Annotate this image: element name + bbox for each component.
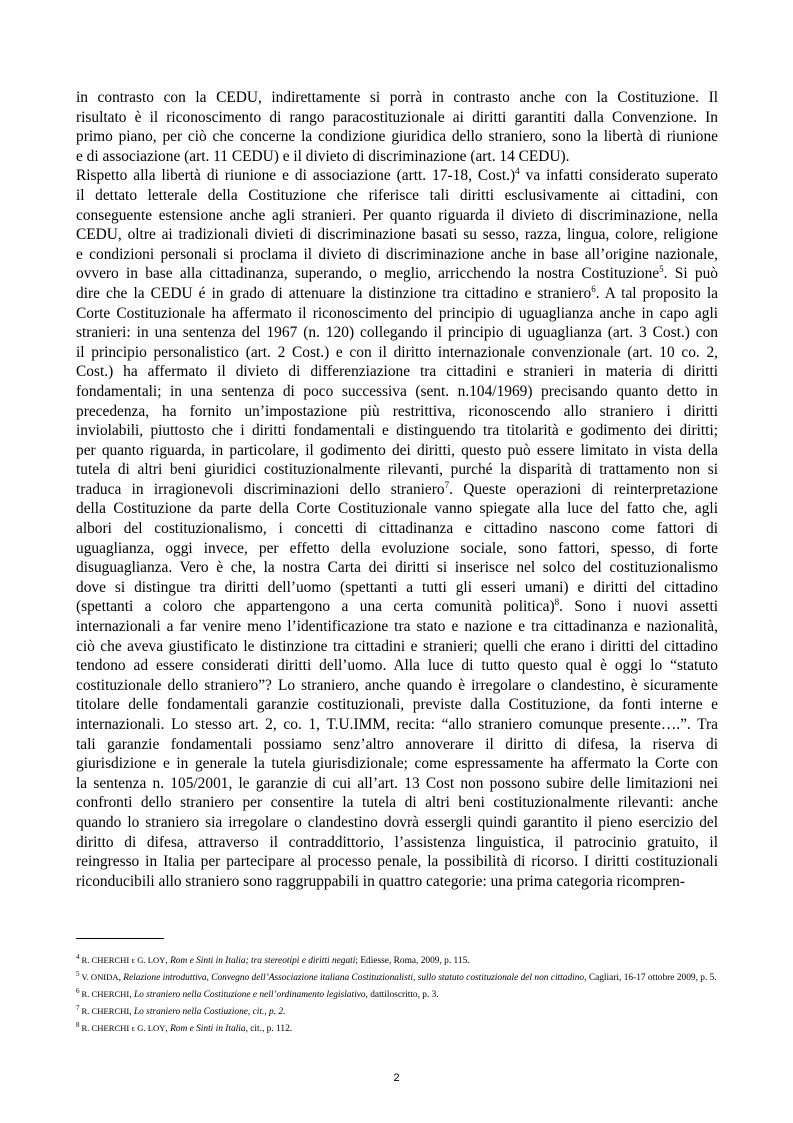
footnote-ref[interactable]: 8 [554, 597, 560, 608]
text-line: e di associazione (art. 11 CEDU) e il divieto di discriminazione (art. 14 CEDU). [76, 147, 570, 165]
text-line: internazionali a far venire meno l’identificazione tra stato e nazione e tra cittadinanza e nazionalità, [76, 618, 718, 636]
text-line: stranieri: in una sentenza del 1967 (n. 120) collegando il principio di uguaglianza (art. 3 Cost.) con [76, 324, 718, 342]
text-line: conseguente estensione anche agli stranieri. Per quanto riguarda il divieto di discriminazione, nella [76, 206, 718, 224]
text-line: titolare delle fondamentali garanzie costituzionali, previste dalla Costituzione, da fonti interne e [76, 696, 718, 714]
text-line: Cost.) ha affermato il divieto di differenziazione tra cittadini e stranieri in materia di diritti [76, 363, 718, 381]
paragraph-2 [76, 166, 718, 891]
text-line: in contrasto con la CEDU, indirettamente si porrà in contrasto anche con la Costituzione. Il [76, 89, 718, 106]
text-line: reingresso in Italia per partecipare al processo penale, la possibilità di ricorso. I diritti costituzionali [76, 853, 718, 871]
footnotes [76, 954, 718, 1039]
footnote-ref[interactable]: 7 [444, 479, 450, 490]
footnote-8: $^8$ R. CHERCHI e G. LOY, Rom e Sinti in Italia, cit., p. 112. [76, 1021, 293, 1034]
text-line: ovvero in base alla cittadinanza, superando, o meglio, arricchendo la nostra Costituzione$^5$. Si può [76, 264, 718, 283]
text-line: fondamentali; in una sentenza di poco successiva (sent. n.104/1969) precisando quanto detto in [76, 382, 718, 400]
text-line: costituzionale dello straniero”? Lo straniero, anche quando è irregolare o clandestino, è sicuramente [76, 676, 718, 694]
text-line: giurisdizione e in generale la tutela giurisdizionale; come espressamente ha affermato la Corte con [76, 755, 718, 773]
footnote-ref[interactable]: 4 [515, 166, 520, 177]
text-line: diritto di difesa, attraverso il contraddittorio, l’assistenza linguistica, il patrocinio gratuito, il [76, 833, 718, 851]
footnote-7: $^7$ R. CHERCHI, Lo straniero nella Costiuzione, cit., p. 2. [76, 1004, 286, 1017]
text-line: della Costituzione da parte della Corte Costituzionale vanno spiegate alla luce del fatto che, agli [76, 500, 718, 518]
text-line: tendono ad essere considerati diritti dell’uomo. Alla luce di tutto questo qual è oggi lo “statuto [76, 657, 718, 675]
page-body [76, 88, 718, 891]
text-line: internazionali. Lo stesso art. 2, co. 1, T.U.IMM, recita: “allo straniero comunque presente….”. Tra [76, 716, 718, 733]
text-line: disuguaglianza. Vero è che, la nostra Carta dei diritti si inserisce nel solco del costituzionalismo [76, 559, 718, 577]
text-line: riconducibili allo straniero sono raggruppabili in quattro categorie: una prima categoria ricompren- [76, 872, 685, 890]
text-line: il dettato letterale della Costituzione che riferisce tali diritti esclusivamente ai cittadini, con [76, 186, 718, 204]
text-line: Corte Costituzionale ha affermato il riconoscimento del principio di uguaglianza anche in capo agli [76, 304, 718, 322]
paragraph-1 [76, 88, 718, 166]
footnote-separator [76, 938, 164, 939]
text-line: dove si distingue tra diritti dell’uomo (spettanti a tutti gli esseri umani) e diritti del cittadino [76, 578, 718, 596]
text-line: quando lo straniero sia irregolare o clandestino dovrà essergli quindi garantito il pieno esercizio del [76, 813, 718, 831]
text-line: albori del costituzionalismo, i concetti di cittadinanza e cittadino nascono come fattori di [76, 520, 718, 538]
text-line: tutela di altri beni giuridici costituzionalmente rilevanti, purché la disparità di trattamento non si [76, 461, 718, 479]
text-line: precedenza, ha fornito un’impostazione più restrittiva, riconoscendo allo straniero i diritti [76, 402, 718, 420]
text-line: per quanto riguarda, in particolare, il godimento dei diritti, questo può essere limitato in vista della [76, 441, 718, 459]
text-line: inviolabili, piuttosto che i diritti fondamentali e distinguendo tra titolarità e godimento dei diritti; [76, 422, 718, 440]
footnote-ref[interactable]: 6 [591, 283, 596, 294]
text-line: (spettanti a coloro che appartengono a una certa comunità politica)$^8$. Sono i nuovi assetti [76, 597, 719, 616]
text-line: traduca in irragionevoli discriminazioni dello straniero$^7$. Queste operazioni di reinterpretazione [76, 479, 718, 498]
text-line: risultato è il riconoscimento di rango paracostituzionale ai diritti garantiti dalla Convenzione. In [76, 108, 718, 126]
text-line: Rispetto alla libertà di riunione e di associazione (artt. 17-18, Cost.)$^4$ va infatti considerato superato [76, 166, 718, 185]
footnote-4: $^4$ R. CHERCHI e G. LOY, Rom e Sinti in Italia; tra stereotipi e diritti negati; Ediesse, Roma, 2009, p. 115. [76, 953, 470, 966]
text-line: primo piano, per ciò che concerne la condizione giuridica dello straniero, sono la libertà di riunione [76, 128, 718, 146]
page-number: 2 [393, 1072, 400, 1084]
text-line: uguaglianza, oggi invece, per effetto della evoluzione sociale, sono fattori, spesso, di forte [76, 539, 718, 557]
text-line: dire che la CEDU é in grado di attenuare la distinzione tra cittadino e straniero$^6$. A tal proposito la [76, 283, 718, 302]
text-line: tali garanzie fondamentali possiamo senz’altro annoverare il diritto di difesa, la riserva di [76, 735, 718, 753]
text-line: la sentenza n. 105/2001, le garanzie di cui all’art. 13 Cost non possono subire delle limitazioni nei [76, 774, 718, 792]
text-line: CEDU, oltre ai tradizionali divieti di discriminazione basati su sesso, razza, lingua, colore, religione [76, 226, 718, 244]
text-line: il principio personalistico (art. 2 Cost.) e con il diritto internazionale convenzionale (art. 10 co. 2, [76, 343, 718, 361]
text-line: ciò che aveva giustificato le distinzione tra cittadini e stranieri; quelli che erano i diritti del cittadino [76, 637, 718, 655]
text-line: e condizioni personali si proclama il divieto di discriminazione anche in base all’origine nazionale, [76, 245, 718, 263]
text-line: confronti dello straniero per consentire la tutela di altri beni costituzionalmente rilevanti: anche [76, 794, 718, 812]
footnote-5: $^5$ V. ONIDA, Relazione introduttiva, Convegno dell’Associazione italiana Costituzionalisti, sullo statuto costituzionale del non cittadino, Cagliari, 16-17 ottobre 2009, p. 5. [76, 970, 717, 983]
footnote-ref[interactable]: 5 [659, 264, 664, 275]
footnote-6: $^6$ R. CHERCHI, Lo straniero nella Costituzione e nell’ordinamento legislativo, dattiloscritto, p. 3. [76, 987, 439, 1000]
